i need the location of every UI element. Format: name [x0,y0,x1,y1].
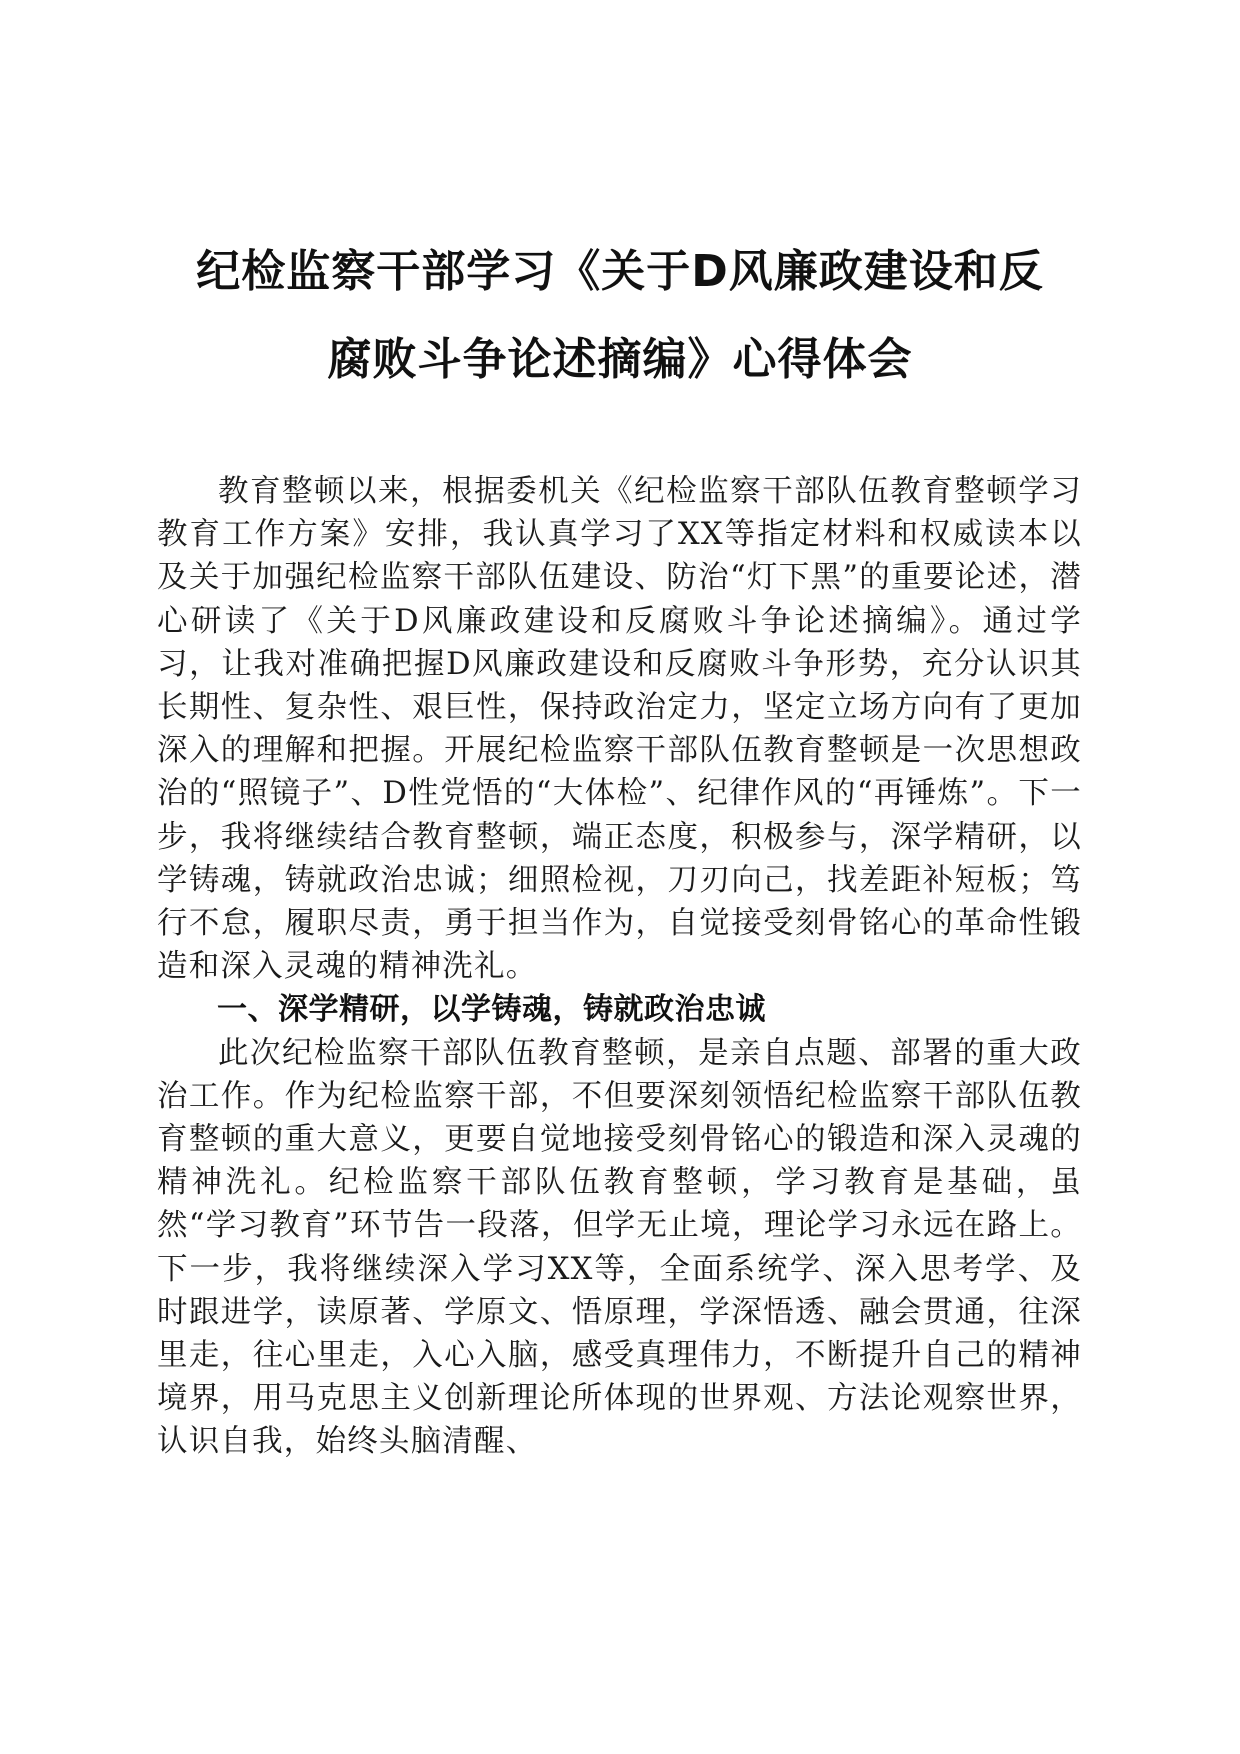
document-title [100,228,1140,404]
section-heading-1: 一、深学精研，以学铸魂，铸就政治忠诚 [217,992,766,1028]
section-1-paragraph: 此次纪检监察干部队伍教育整顿，是亲自点题、部署的重大政治工作。作为纪检监察干部，不但要深刻领悟纪检监察干部队伍教育整顿的重大意义，更要自觉地接受刻骨铭心的锻造和深入灵魂的精神洗礼。纪检监察干部队伍教育整顿，学习教育是基础，虽然“学习教育”环节告一段落，但学无止境，理论学习永远在路上。下一步，我将继续深入学习XX等，全面系统学、深入思考学、及时跟进学，读原著、学原文、悟原理，学深悟透、融会贯通，往深里走，往心里走，入心入脑，感受真理伟力，不断提升自己的精神境界，用马克思主义创新理论所体现的世界观、方法论观察世界，认识自我，始终头脑清醒、 [157,1035,1082,1460]
intro-paragraph: 教育整顿以来，根据委机关《纪检监察干部队伍教育整顿学习教育工作方案》安排，我认真学习了XX等指定材料和权威读本以及关于加强纪检监察干部队伍建设、防治“灯下黑”的重要论述，潜心研读了《关于D风廉政建设和反腐败斗争论述摘编》。通过学习，让我对准确把握D风廉政建设和反腐败斗争形势，充分认识其长期性、复杂性、艰巨性，保持政治定力，坚定立场方向有了更加深入的理解和把握。开展纪检监察干部队伍教育整顿是一次思想政治的“照镜子”、D性党悟的“大体检”、纪律作风的“再锤炼”。下一步，我将继续结合教育整顿，端正态度，积极参与，深学精研，以学铸魂，铸就政治忠诚；细照检视，刀刃向己，找差距补短板；笃行不怠，履职尽责，勇于担当作为，自觉接受刻骨铭心的革命性锻造和深入灵魂的精神洗礼。 [157,474,1082,985]
title-line-1: 纪检监察干部学习《关于D风廉政建设和反 [196,246,1044,297]
title-line-2: 腐败斗争论述摘编》心得体会 [327,334,913,385]
document-body [157,470,1082,1464]
